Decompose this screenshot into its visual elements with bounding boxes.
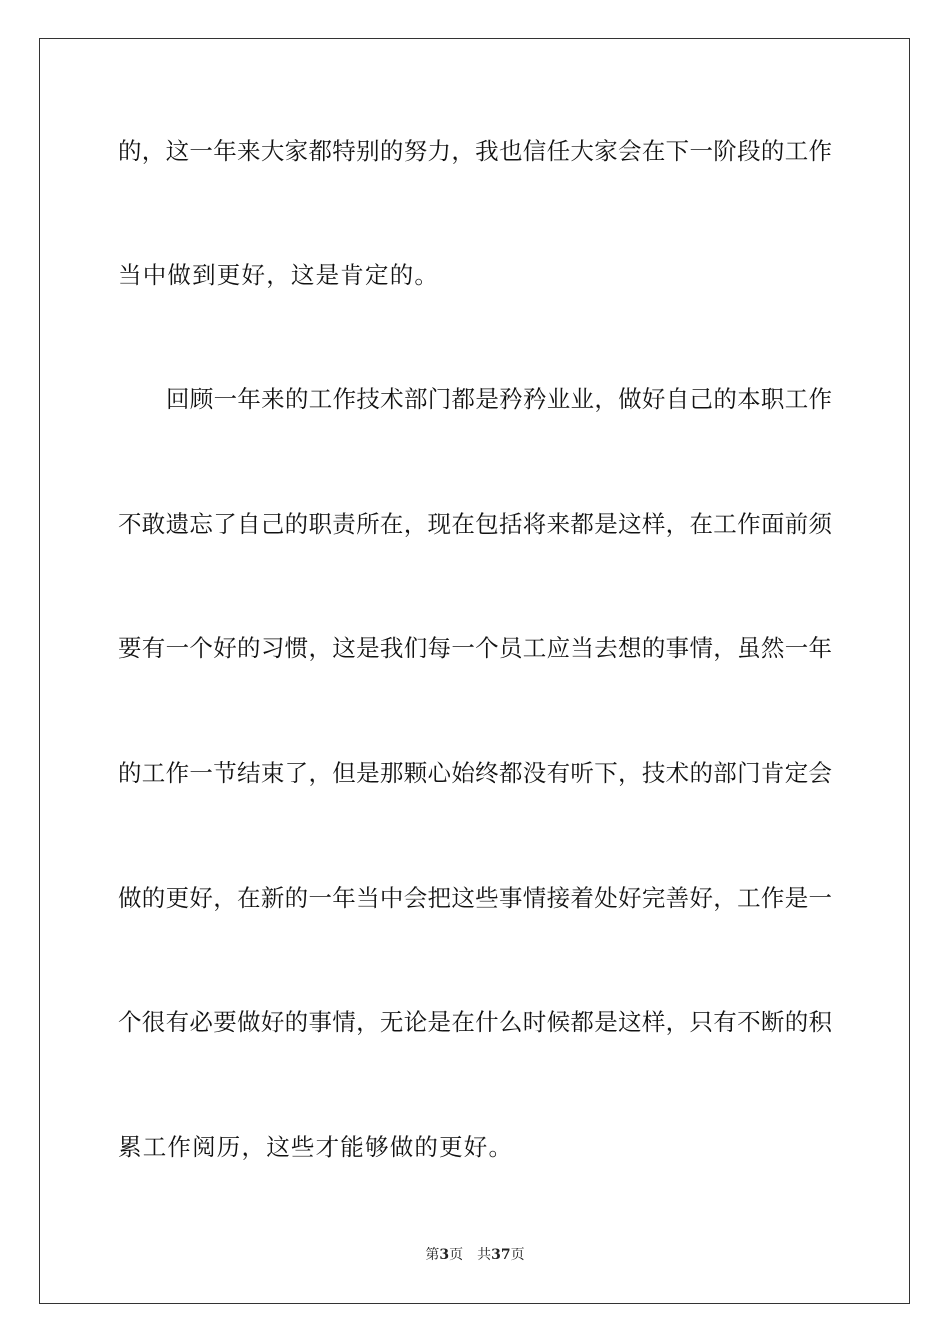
- text-line-9: 累工作阅历，这些才能够做的更好。: [118, 1133, 514, 1161]
- page-suffix: 页: [449, 1247, 464, 1263]
- page-number: 3: [439, 1247, 450, 1263]
- text-line-7: 做的更好，在新的一年当中会把这些事情接着处好完善好，工作是一: [118, 884, 832, 912]
- text-line-4: 不敢遗忘了自己的职责所在，现在包括将来都是这样，在工作面前须: [118, 510, 832, 538]
- text-line-2: 当中做到更好，这是肯定的。: [118, 261, 440, 289]
- text-line-3-indented: 回顾一年来的工作技术部门都是矜矜业业，做好自己的本职工作: [166, 385, 832, 413]
- text-line-5: 要有一个好的习惯，这是我们每一个员工应当去想的事情，虽然一年: [118, 634, 832, 662]
- page-footer: [0, 1246, 950, 1264]
- text-line-6: 的工作一节结束了，但是那颗心始终都没有听下，技术的部门肯定会: [118, 759, 832, 787]
- total-pages: 37: [491, 1247, 511, 1263]
- page-border: [39, 38, 910, 1304]
- total-suffix: 页: [510, 1247, 525, 1263]
- page-prefix: 第: [425, 1247, 440, 1263]
- total-prefix: 共: [477, 1247, 492, 1263]
- text-line-1: 的，这一年来大家都特别的努力，我也信任大家会在下一阶段的工作: [118, 137, 832, 165]
- text-line-8: 个很有必要做好的事情，无论是在什么时候都是这样，只有不断的积: [118, 1008, 832, 1036]
